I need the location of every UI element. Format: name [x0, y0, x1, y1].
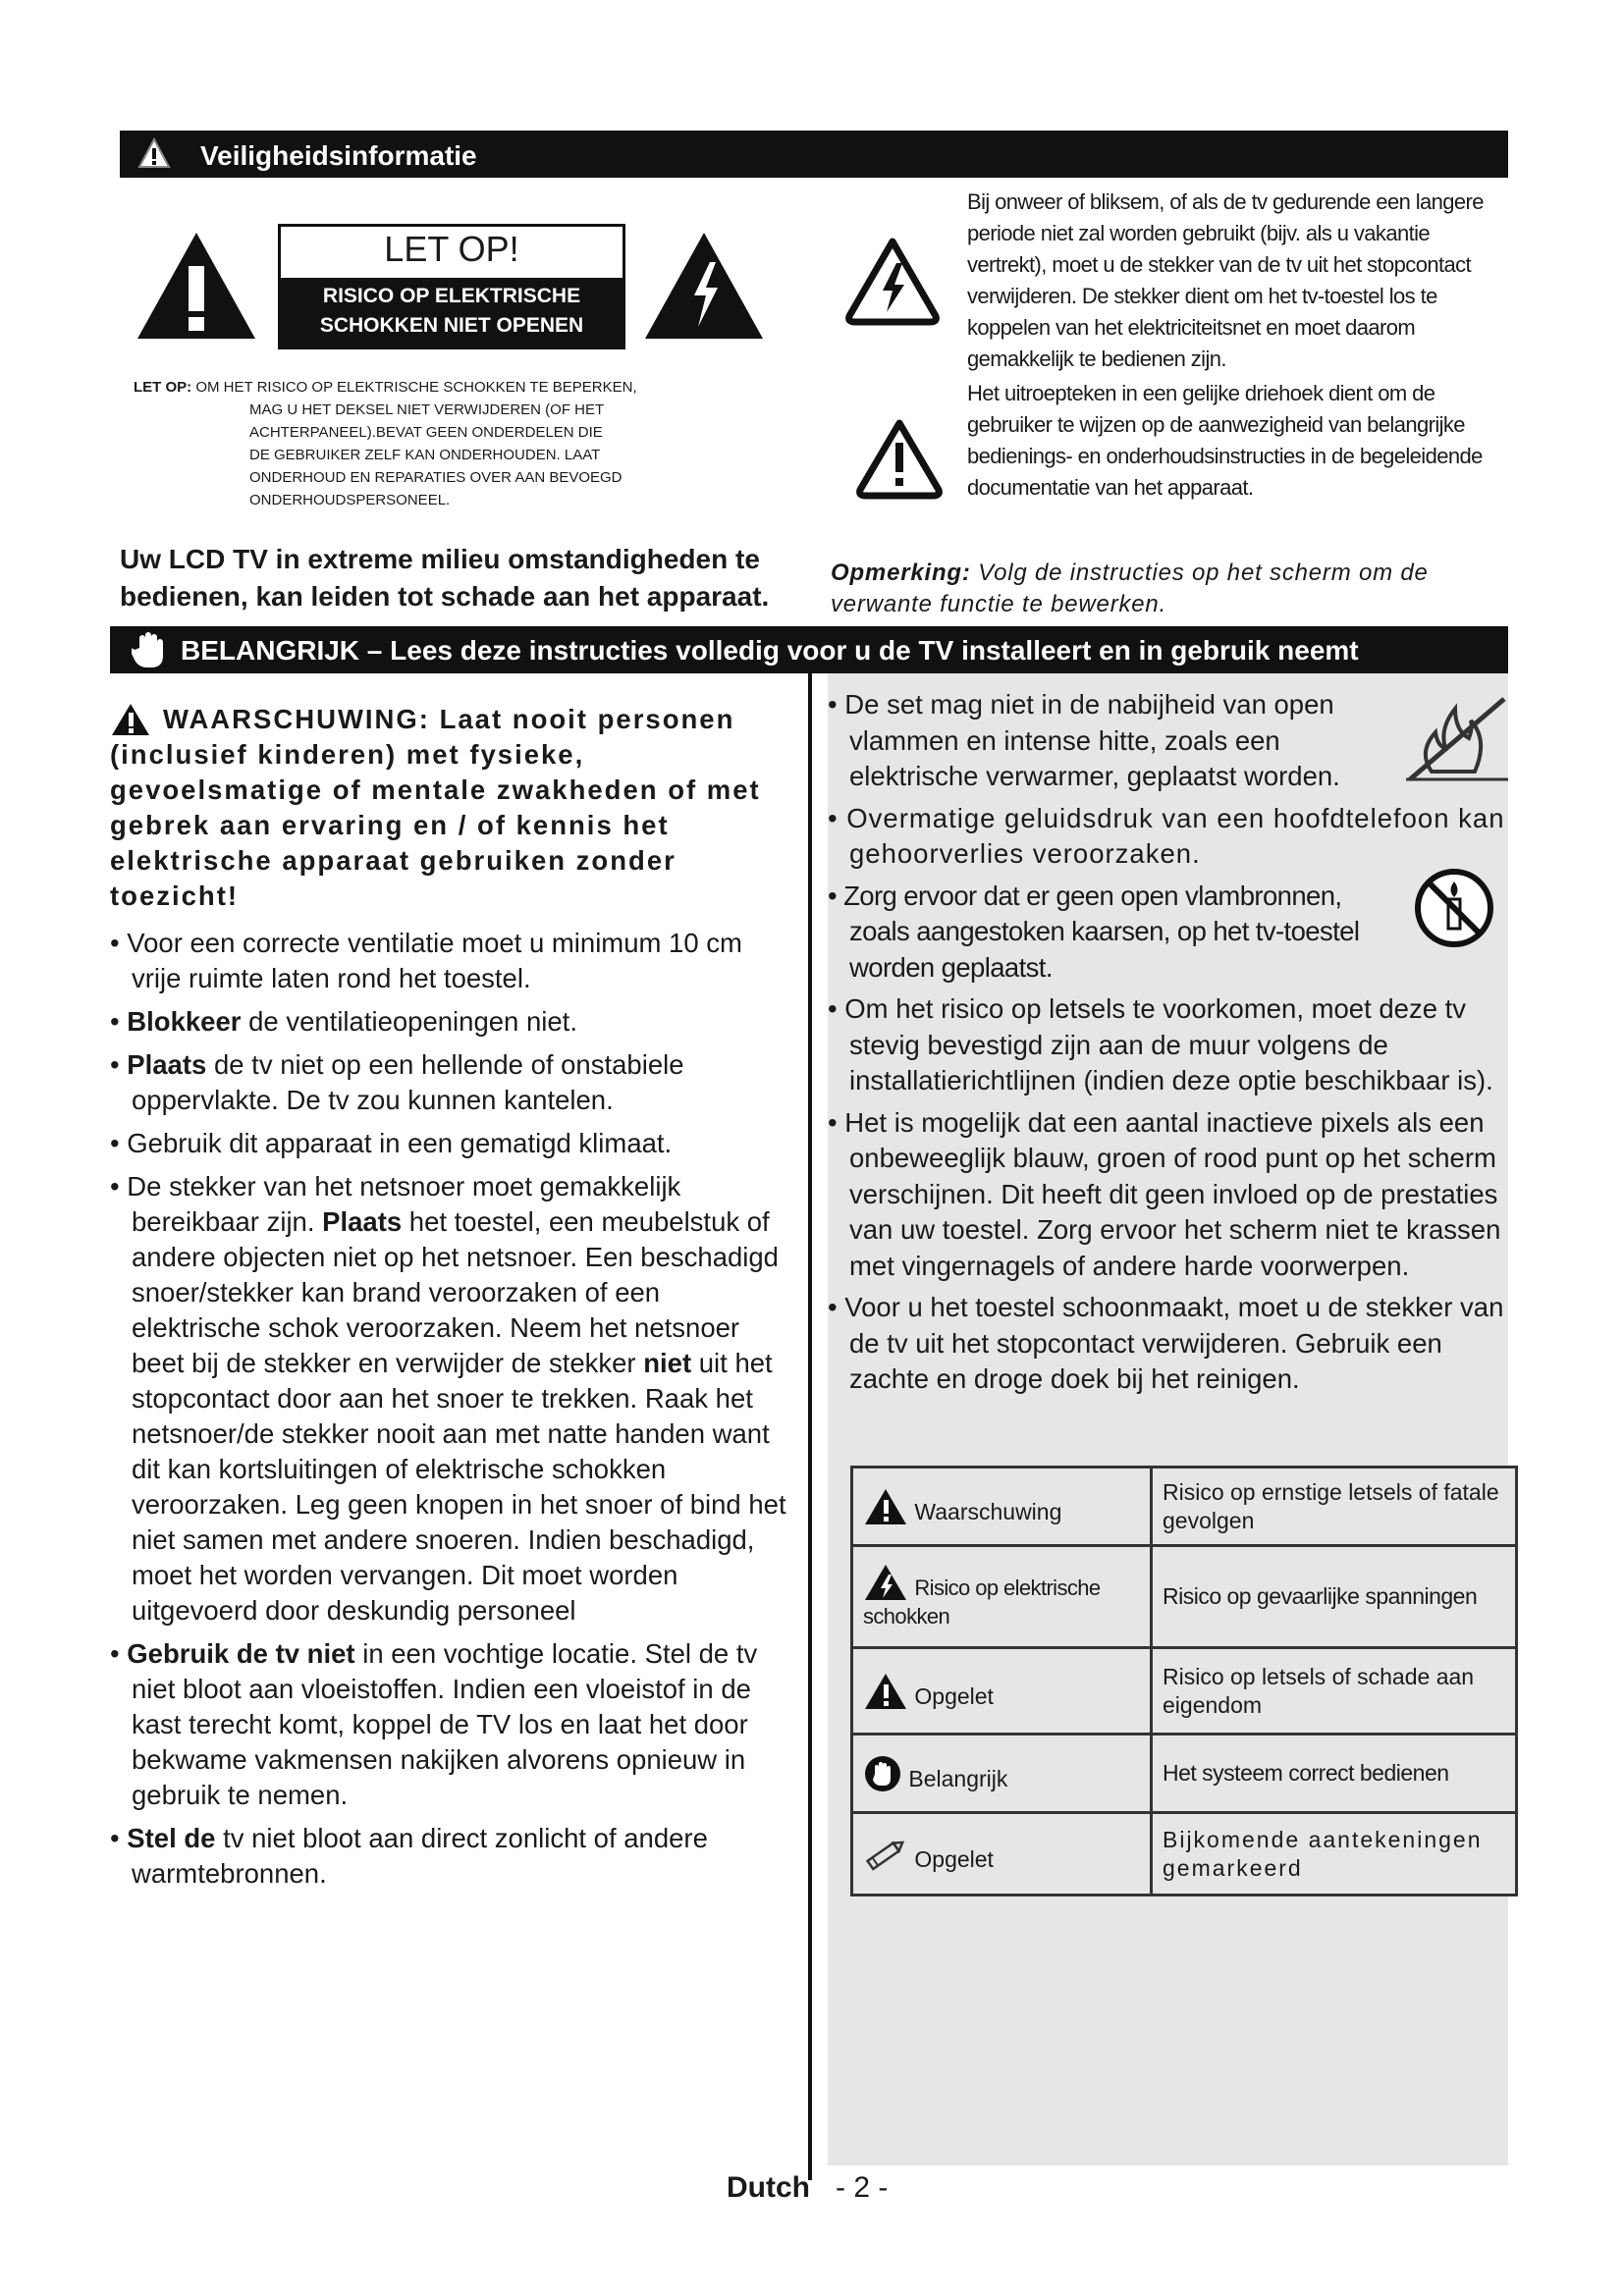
lightning-paragraph: Bij onweer of bliksem, of als de tv gedurende een langere periode niet zal worden gebruikt (bijv. als u vakantie vertrekt), moet u de stekker van de tv uit het stopcontact verwijderen. De stekker dient om het tv-toestel los te koppelen van het elektriciteitsnet en moet daarom gemakkelijk te bedienen zijn. [967, 189, 1484, 371]
table-row [852, 1546, 1517, 1648]
caution-text-line: OM HET RISICO OP ELEKTRISCHE SCHOKKEN TE BEPERKEN, [195, 379, 637, 396]
list-item-bold: Blokkeer [127, 1006, 242, 1037]
legend-symbol-cell [852, 1546, 1152, 1648]
list-item-bold: Stel de [127, 1823, 216, 1853]
list-item-text: De set mag niet in de nabijheid van open vlammen en intense hitte, zoals een elektrische verwarmer, geplaatst worden. [844, 689, 1340, 791]
legend-label: Opgelet [914, 1682, 994, 1709]
warning-paragraph [110, 702, 792, 914]
footer-language: Dutch [727, 2171, 810, 2204]
caution-line-2: SCHOKKEN NIET OPENEN [319, 314, 584, 337]
lightning-symbol-icon [843, 236, 942, 326]
caution-text-line: MAG U HET DEKSEL NIET VERWIJDEREN (OF HET [249, 401, 605, 418]
list-item: • Stel de tv niet bloot aan direct zonlicht of andere warmtebronnen. [110, 1823, 708, 1889]
important-header [110, 626, 1508, 673]
list-item: • Het is mogelijk dat een aantal inactieve pixels als een onbeweeglijk blauw, groen of rood punt op het scherm verschijnen. Dit heeft dit geen invloed op de prestaties van uw toestel. Zorg ervoor het scherm niet te krassen met vingernagels of andere harde voorwerpen. [828, 1106, 1501, 1281]
caution-text-line: DE GEBRUIKER ZELF KAN ONDERHOUDEN. LAAT [249, 447, 601, 463]
table-row [852, 1468, 1517, 1546]
legend-description: Risico op gevaarlijke spanningen [1152, 1546, 1517, 1648]
safety-info-title: Veiligheidsinformatie [200, 140, 477, 171]
list-item-bold: Plaats [127, 1049, 207, 1080]
list-item: • Blokkeer de ventilatieopeningen niet. [110, 1006, 577, 1037]
note [831, 558, 1518, 620]
list-item-text: Om het risico op letsels te voorkomen, moet deze tv stevig bevestigd zijn aan de muur volgens de installatierichtlijnen (indien deze optie beschikbaar is). [844, 993, 1493, 1095]
list-item: • De stekker van het netsnoer moet gemakkelijk bereikbaar zijn. Plaats het toestel, een meubelstuk of andere objecten niet op het netsnoer. Een beschadigd snoer/stekker kan brand veroorzaken of een elektrische schok veroorzaken. Neem het netsnoer beet bij de stekker en verwijder de stekker niet uit het stopcontact door aan het snoer te trekken. Raak het netsnoer/de stekker nooit aan met natte handen want dit kan kortsluitingen of elektrische schokken veroorzaken. Leg geen knopen in het snoer of bind het niet samen met andere snoeren. Indien beschadigd, moet het worden vervangen. Dit moet worden uitgevoerd door deskundig personeel [110, 1171, 786, 1626]
legend-description: Risico op letsels of schade aan eigendom [1152, 1648, 1517, 1735]
legend-label: Waarschuwing [914, 1498, 1062, 1524]
list-item-text: in een vochtige locatie. Stel de tv niet bloot aan vloeistoffen. Indien een vloeistof in de kast terecht komt, koppel de TV los en laat het door bekwame vakmensen nakijken alvorens opnieuw in gebruik te nemen. [132, 1638, 758, 1810]
caution-text [134, 376, 762, 511]
list-item-text: Overmatige geluidsdruk van een hoofdtelefoon kan gehoorverlies veroorzaken. [846, 802, 1505, 869]
list-item: • Gebruik de tv niet in een vochtige locatie. Stel de tv niet bloot aan vloeistoffen. Indien een vloeistof in de kast terecht komt, koppel de TV los en laat het door bekwame vakmensen nakijken alvorens opnieuw in gebruik te nemen. [110, 1638, 758, 1810]
hand-icon [863, 1754, 902, 1793]
page-number: - 2 - [836, 2171, 889, 2204]
list-item-bold: Gebruik de tv niet [127, 1638, 355, 1669]
page-footer [727, 2171, 888, 2205]
list-item: • De set mag niet in de nabijheid van open vlammen en intense hitte, zoals een elektrische verwarmer, geplaatst worden. [828, 689, 1340, 791]
list-item: • Om het risico op letsels te voorkomen, moet deze tv stevig bevestigd zijn aan de muur volgens de installatierichtlijnen (indien deze optie beschikbaar is). [828, 993, 1493, 1095]
exclamation-symbol-icon [854, 417, 945, 500]
note-text: Volg de instructies op het scherm om de verwante functie te bewerken. [831, 560, 1429, 617]
legend-symbol-cell [852, 1468, 1152, 1546]
warning-triangle-icon [110, 702, 151, 737]
legend-symbol-cell [852, 1648, 1152, 1735]
list-item-text: uit het stopcontact door aan het snoer te trekken. Raak het netsnoer/de stekker nooit aan met natte handen want dit kan kortsluitingen of elektrische schokken veroorzaken. Leg geen knopen in het snoer of bind het niet samen met andere snoeren. Indien beschadigd, moet het worden vervangen. Dit moet worden uitgevoerd door deskundig personeel [132, 1348, 786, 1626]
legend-description: Het systeem correct bedienen [1152, 1735, 1517, 1813]
caution-label: LET OP: [134, 379, 192, 396]
list-item-text: Voor u het toestel schoonmaakt, moet u de stekker van de tv uit het stopcontact verwijderen. Gebruik een zachte en droge doek bij het reinigen. [844, 1292, 1504, 1394]
caution-triangle-icon [863, 1672, 908, 1711]
no-candle-icon [1412, 866, 1496, 950]
safety-info-header [120, 131, 1508, 178]
caution-title: LET OP! [384, 229, 519, 269]
caution-text-line: ACHTERPANEEL).BEVAT GEEN ONDERDELEN DIE [249, 424, 603, 441]
warning-triangle-icon [863, 1487, 908, 1526]
caution-box [278, 224, 625, 349]
list-item-bold: niet [643, 1348, 692, 1378]
table-row [852, 1648, 1517, 1735]
list-item-text: de ventilatieopeningen niet. [241, 1006, 577, 1037]
exclamation-triangle-icon [134, 229, 259, 343]
legend-label: Opgelet [914, 1845, 994, 1872]
list-item-text: Voor een correcte ventilatie moet u minimum 10 cm vrije ruimte laten rond het toestel. [127, 928, 742, 993]
list-item: • Gebruik dit apparaat in een gematigd klimaat. [110, 1128, 673, 1158]
list-item-text: Zorg ervoor dat er geen open vlambronnen, zoals aangestoken kaarsen, op het tv-toestel worden geplaatst. [843, 880, 1360, 983]
list-item: • Voor een correcte ventilatie moet u minimum 10 cm vrije ruimte laten rond het toestel. [110, 928, 742, 993]
legend-label: Belangrijk [908, 1765, 1008, 1791]
hand-icon [132, 630, 167, 669]
pencil-icon [863, 1835, 908, 1874]
table-row [852, 1735, 1517, 1813]
table-row [852, 1813, 1517, 1896]
caution-subtitle [281, 278, 623, 347]
list-item: • Voor u het toestel schoonmaakt, moet u de stekker van de tv uit het stopcontact verwijderen. Gebruik een zachte en droge doek bij het reinigen. [828, 1292, 1504, 1394]
list-item-text: tv niet bloot aan direct zonlicht of andere warmtebronnen. [132, 1823, 708, 1889]
left-column [110, 702, 792, 1899]
note-label: Opmerking: [831, 560, 971, 586]
right-column [828, 687, 1510, 1404]
legend-description: Risico op ernstige letsels of fatale gevolgen [1152, 1468, 1517, 1546]
legend-symbol-cell [852, 1813, 1152, 1896]
warning-triangle-icon [137, 136, 171, 170]
exclamation-paragraph: Het uitroepteken in een gelijke driehoek dient om de gebruiker te wijzen op de aanwezigheid van belangrijke bedienings- en onderhoudsinstructies in de begeleidende documentatie van het apparaat. [967, 381, 1483, 500]
list-item: • Plaats de tv niet op een hellende of onstabiele oppervlakte. De tv zou kunnen kantelen. [110, 1049, 684, 1115]
caution-line-1: RISICO OP ELEKTRISCHE [322, 285, 581, 307]
important-title: BELANGRIJK – Lees deze instructies volledig voor u de TV installeert en in gebruik neemt [181, 635, 1359, 666]
list-item-text: De stekker van het netsnoer moet gemakkelijk bereikbaar zijn. [127, 1171, 681, 1237]
caution-text-line: ONDERHOUDSPERSONEEL. [249, 492, 451, 508]
caution-text-line: ONDERHOUD EN REPARATIES OVER AAN BEVOEGD [249, 469, 623, 486]
lightning-triangle-icon [641, 229, 767, 343]
list-item-text: Het is mogelijk dat een aantal inactieve pixels als een onbeweeglijk blauw, groen of rood punt op het scherm verschijnen. Dit heeft dit geen invloed op de prestaties van uw toestel. Zorg ervoor het scherm niet te krassen met vingernagels of andere harde voorwerpen. [844, 1106, 1501, 1281]
list-item-text: het toestel, een meubelstuk of andere objecten niet op het netsnoer. Een beschadigd snoer/stekker kan brand veroorzaken of een elektrische schok veroorzaken. Neem het netsnoer beet bij de stekker en verwijder de stekker [132, 1206, 779, 1378]
legend-description: Bijkomende aantekeningen gemarkeerd [1152, 1813, 1517, 1896]
list-item: • Zorg ervoor dat er geen open vlambronnen, zoals aangestoken kaarsen, op het tv-toestel worden geplaatst. [828, 880, 1360, 983]
extreme-conditions-text: Uw LCD TV in extreme milieu omstandigheden te bedienen, kan leiden tot schade aan het apparaat. [120, 544, 770, 612]
column-divider [808, 673, 812, 2180]
no-open-flame-icon [1402, 693, 1510, 783]
shock-triangle-icon [863, 1563, 908, 1602]
list-item-bold: Plaats [322, 1206, 403, 1237]
warning-text: WAARSCHUWING: Laat nooit personen (inclusief kinderen) met fysieke, gevoelsmatige of mentale zwakheden of met gebrek aan ervaring en / of kennis het elektrische apparaat gebruiken zonder toezicht! [110, 704, 761, 911]
list-item-text: Gebruik dit apparaat in een gematigd klimaat. [127, 1128, 673, 1158]
legend-label: Risico op elektrische schokken [863, 1575, 1101, 1629]
legend-symbol-cell [852, 1735, 1152, 1813]
list-item: • Overmatige geluidsdruk van een hoofdtelefoon kan gehoorverlies veroorzaken. [828, 802, 1505, 869]
symbol-legend-table [850, 1466, 1518, 1896]
list-item-text: de tv niet op een hellende of onstabiele oppervlakte. De tv zou kunnen kantelen. [132, 1049, 684, 1115]
